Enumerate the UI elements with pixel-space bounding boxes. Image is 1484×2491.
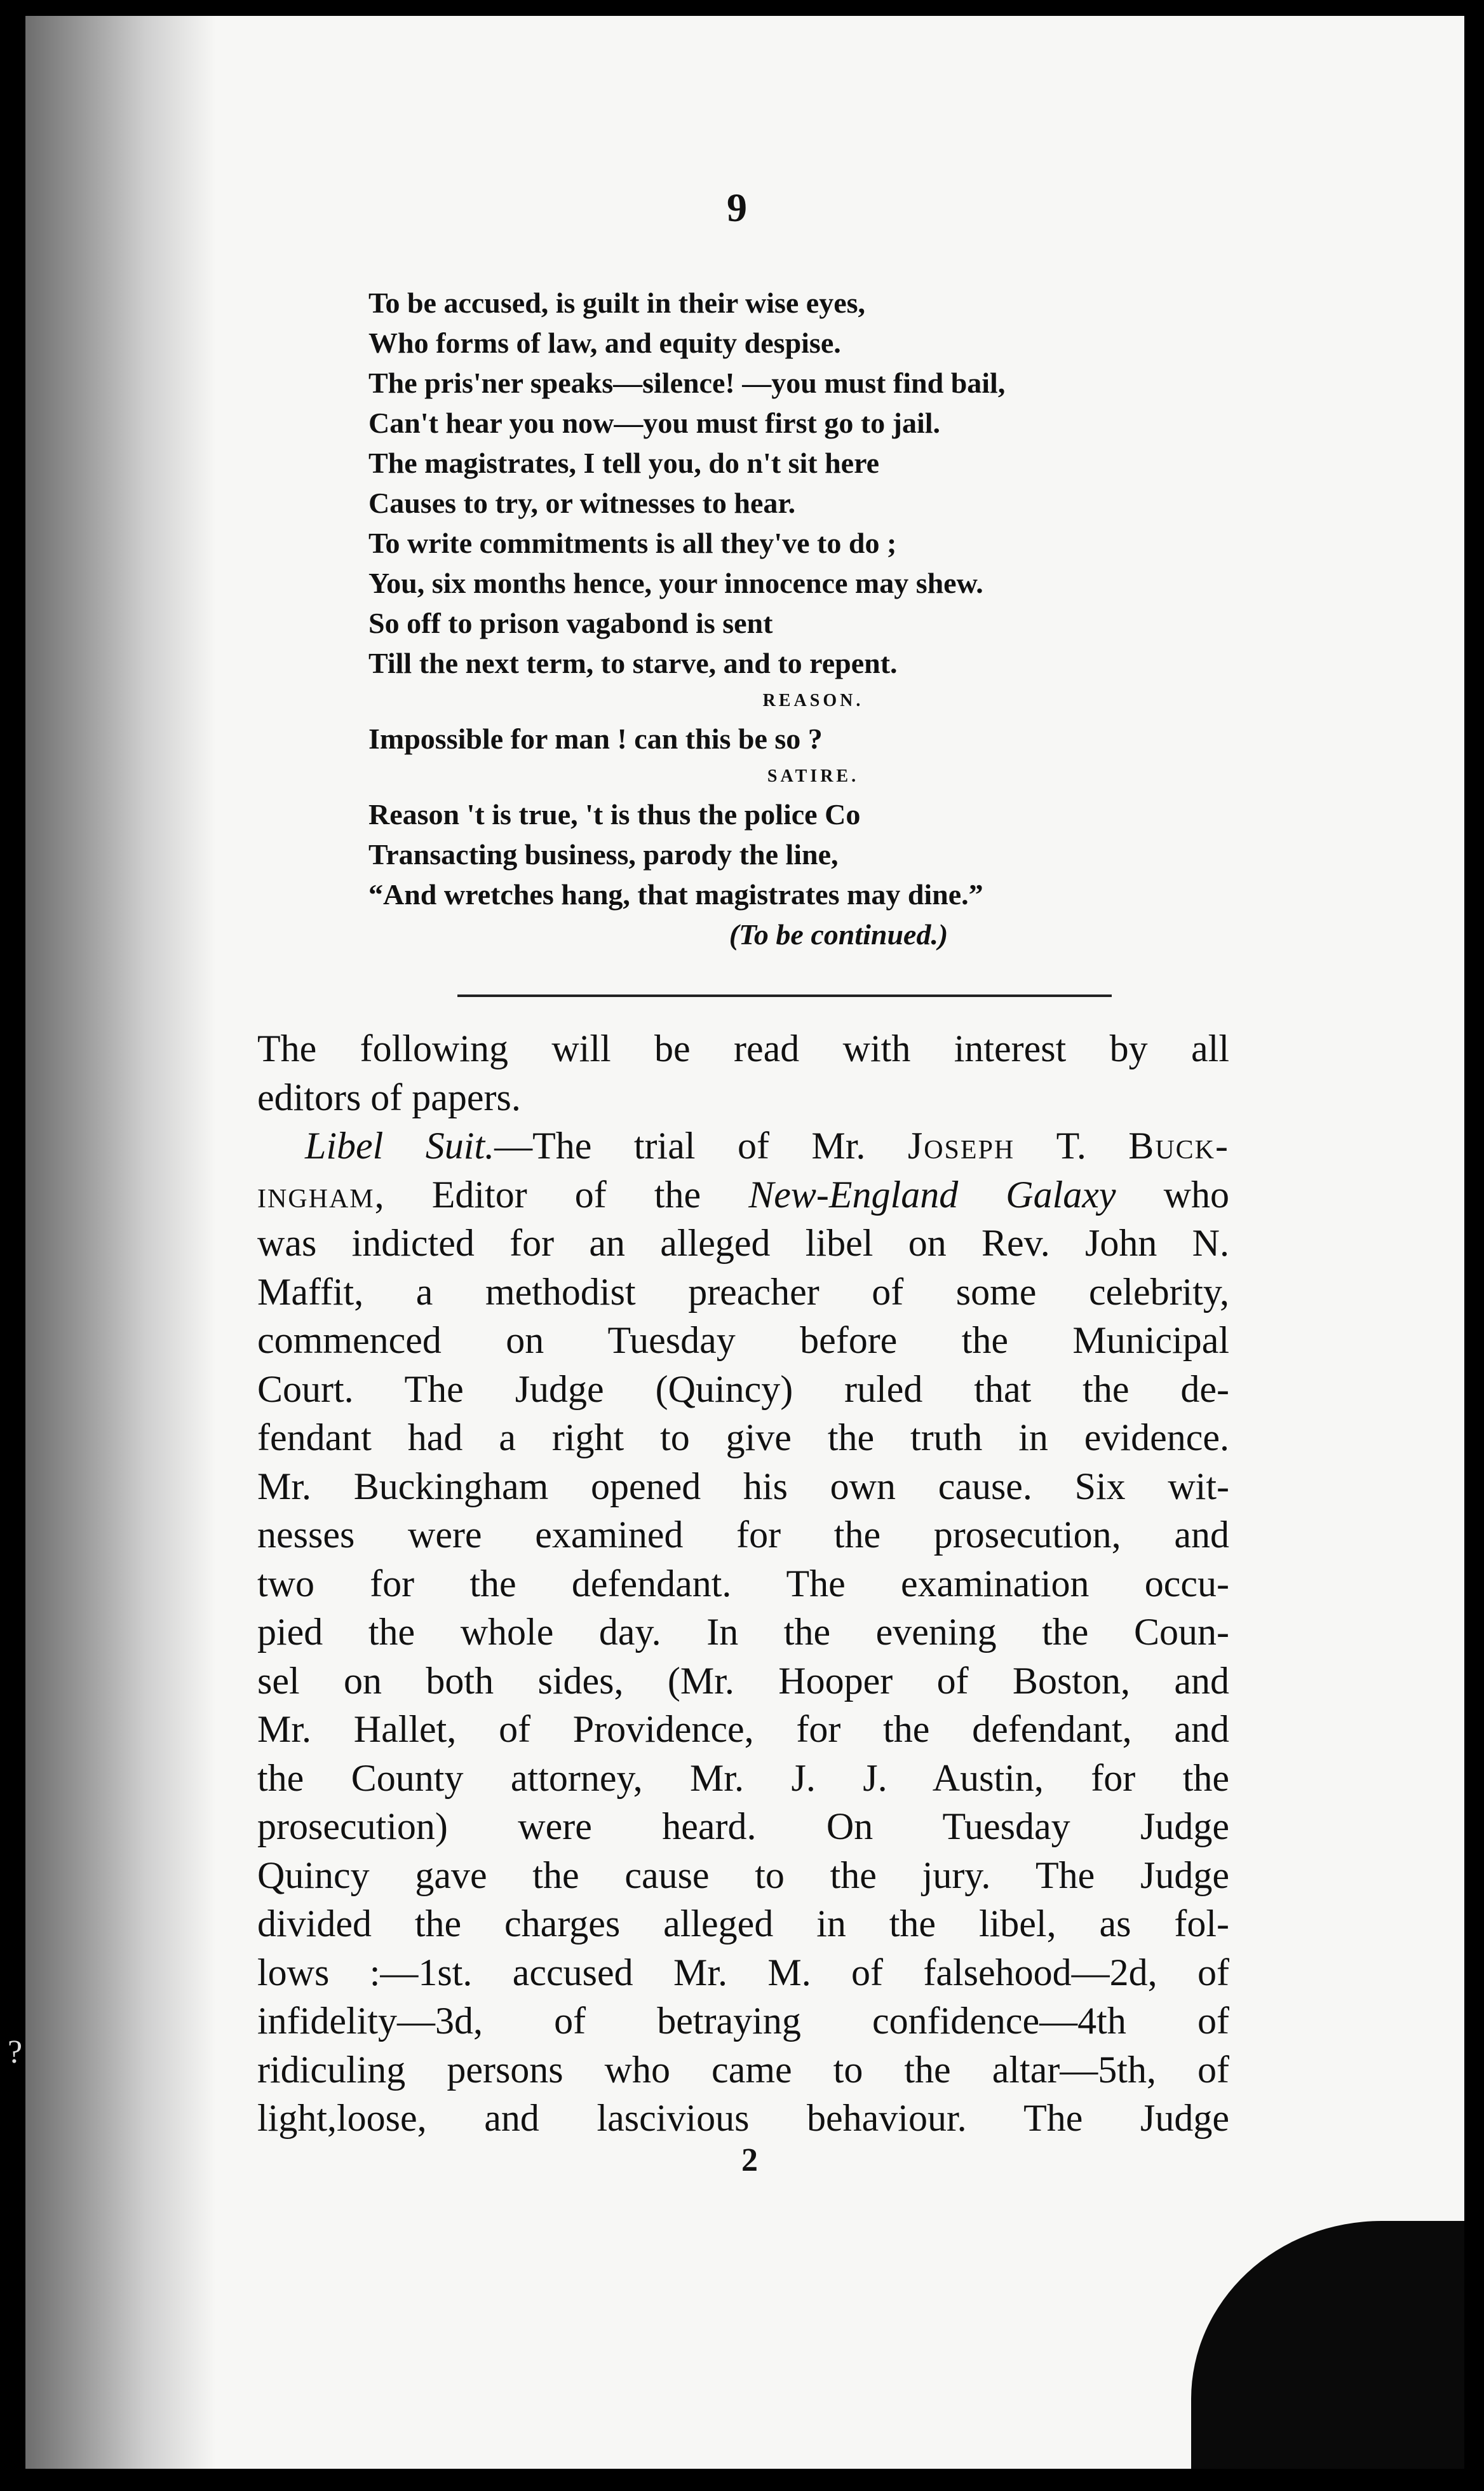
article-line: divided the charges alleged in the libel, as fol- <box>257 1903 1229 1945</box>
article-line: ridiculing persons who came to the altar—5th, of <box>257 2048 1229 2091</box>
article-line: pied the whole day. In the evening the Coun- <box>257 1611 1229 1653</box>
newspaper-title: New-England Galaxy <box>748 1173 1116 1216</box>
poem-line: The magistrates, I tell you, do n't sit here <box>368 447 880 479</box>
person-name: ingham <box>257 1173 375 1216</box>
article-line: Court. The Judge (Quincy) ruled that the de- <box>257 1368 1229 1410</box>
page-number: 9 <box>727 185 747 230</box>
article-line <box>257 1171 1229 1219</box>
article-line: Mr. Buckingham opened his own cause. Six wit- <box>257 1465 1229 1507</box>
poem-line: To be accused, is guilt in their wise eyes, <box>368 287 866 319</box>
person-name: Joseph <box>907 1125 1015 1167</box>
article-line: Maffit, a methodist preacher of some celebrity, <box>257 1270 1229 1313</box>
article-line: The following will be read with interest by all <box>257 1028 1229 1069</box>
thumb-shadow <box>1191 2221 1464 2469</box>
binding-gutter-shadow <box>25 16 216 2469</box>
poem-line: To write commitments is all they've to do ; <box>368 527 897 559</box>
article-body <box>257 1024 1229 2143</box>
poem-line: Causes to try, or witnesses to hear. <box>368 487 796 519</box>
article-text: who <box>1116 1173 1229 1216</box>
poem-line: Impossible for man ! can this be so ? <box>368 723 823 755</box>
to-be-continued: (To be continued.) <box>729 918 948 951</box>
article-line: the County attorney, Mr. J. J. Austin, for the <box>257 1756 1229 1799</box>
speaker-satire: SATIRE. <box>767 766 860 786</box>
book-page <box>25 16 1464 2469</box>
article-line: prosecution) were heard. On Tuesday Judge <box>257 1805 1229 1847</box>
poem-line: Reason 't is true, 't is thus the police Co <box>368 798 861 831</box>
article-line: was indicted for an alleged libel on Rev. John N. <box>257 1222 1229 1264</box>
article-text: , Editor of the <box>374 1173 749 1216</box>
poem-line: Can't hear you now—you must first go to jail. <box>368 407 941 439</box>
section-divider <box>457 994 1112 997</box>
signature-mark: 2 <box>741 2142 758 2178</box>
poem-line: Who forms of law, and equity despise. <box>368 327 841 359</box>
article-text: T. <box>1015 1125 1129 1167</box>
poem-line: The pris'ner speaks—silence! —you must find bail, <box>368 367 1006 399</box>
article-line: lows :—1st. accused Mr. M. of falsehood—2d, of <box>257 1951 1229 1993</box>
article-line: nesses were examined for the prosecution, and <box>257 1514 1229 1556</box>
poem-line: You, six months hence, your innocence may shew. <box>368 567 983 599</box>
poem-line: Transacting business, parody the line, <box>368 838 839 871</box>
person-name: Buck- <box>1128 1125 1229 1167</box>
article-line: editors of papers. <box>257 1076 521 1118</box>
article-line: sel on both sides, (Mr. Hooper of Boston, and <box>257 1659 1229 1702</box>
margin-mark: ? <box>8 2034 23 2070</box>
article-heading: Libel Suit. <box>305 1125 495 1167</box>
poem-line: Till the next term, to starve, and to repent. <box>368 647 898 679</box>
poem-line: So off to prison vagabond is sent <box>368 607 773 639</box>
article-line: two for the defendant. The examination occu- <box>257 1562 1229 1605</box>
article-line: Mr. Hallet, of Providence, for the defendant, and <box>257 1708 1229 1750</box>
article-line: commenced on Tuesday before the Municipal <box>257 1319 1229 1361</box>
article-line <box>257 1122 1229 1171</box>
article-line: infidelity—3d, of betraying confidence—4th of <box>257 2000 1229 2042</box>
article-line: Quincy gave the cause to the jury. The Judge <box>257 1854 1229 1896</box>
speaker-reason: REASON. <box>762 691 864 710</box>
article-line: fendant had a right to give the truth in evidence. <box>257 1416 1229 1458</box>
article-text: —The trial of Mr. <box>494 1125 908 1167</box>
poem-line: “And wretches hang, that magistrates may dine.” <box>368 878 983 911</box>
poem-block <box>368 283 1232 954</box>
article-line: light,loose, and lascivious behaviour. The Judge <box>257 2097 1229 2139</box>
